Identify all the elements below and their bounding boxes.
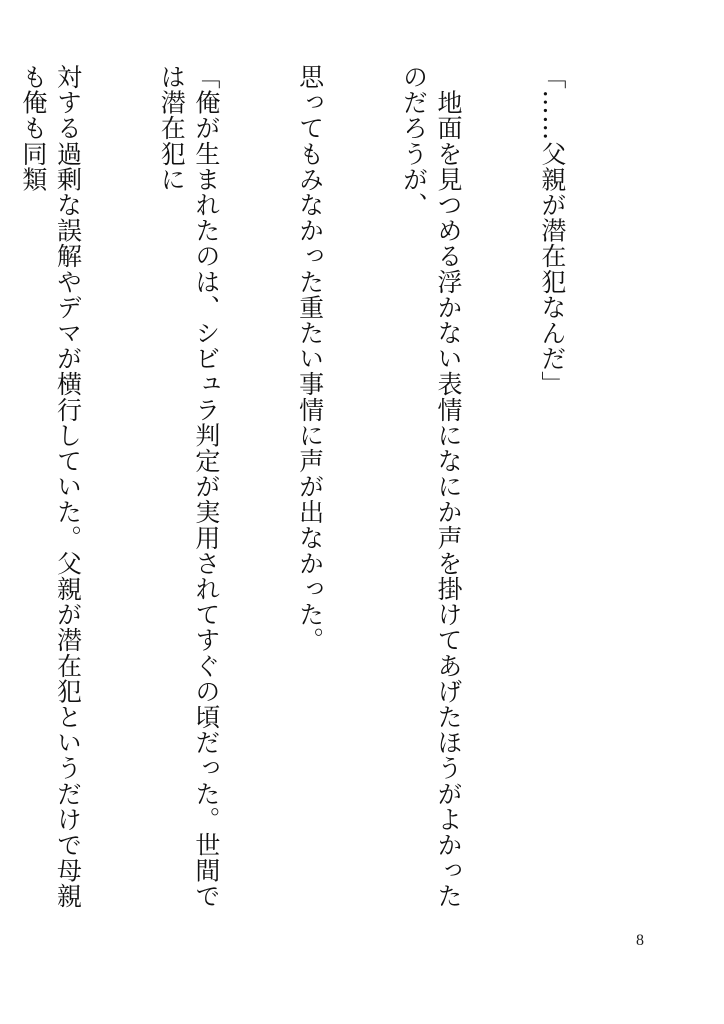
text-line: 地面を見つめる浮かない表情になにか声を掛けてあげたほうがよかったのだろうが、 <box>399 64 464 909</box>
text-line: 「俺が生まれたのは、シビュラ判定が実用されてすぐの頃だった。世間では潜在犯に <box>157 64 221 909</box>
page-number: 8 <box>636 932 644 949</box>
text-line: 思ってもみなかった重たい事情に声が出なかった。 <box>295 64 325 653</box>
text-line: 「……父親が潜在犯なんだ」 <box>537 64 567 397</box>
vertical-text-body <box>18 64 638 924</box>
text-line: 対する過剰な誤解やデマが横行していた。父親が潜在犯というだけで母親も俺も同類 <box>18 64 83 909</box>
